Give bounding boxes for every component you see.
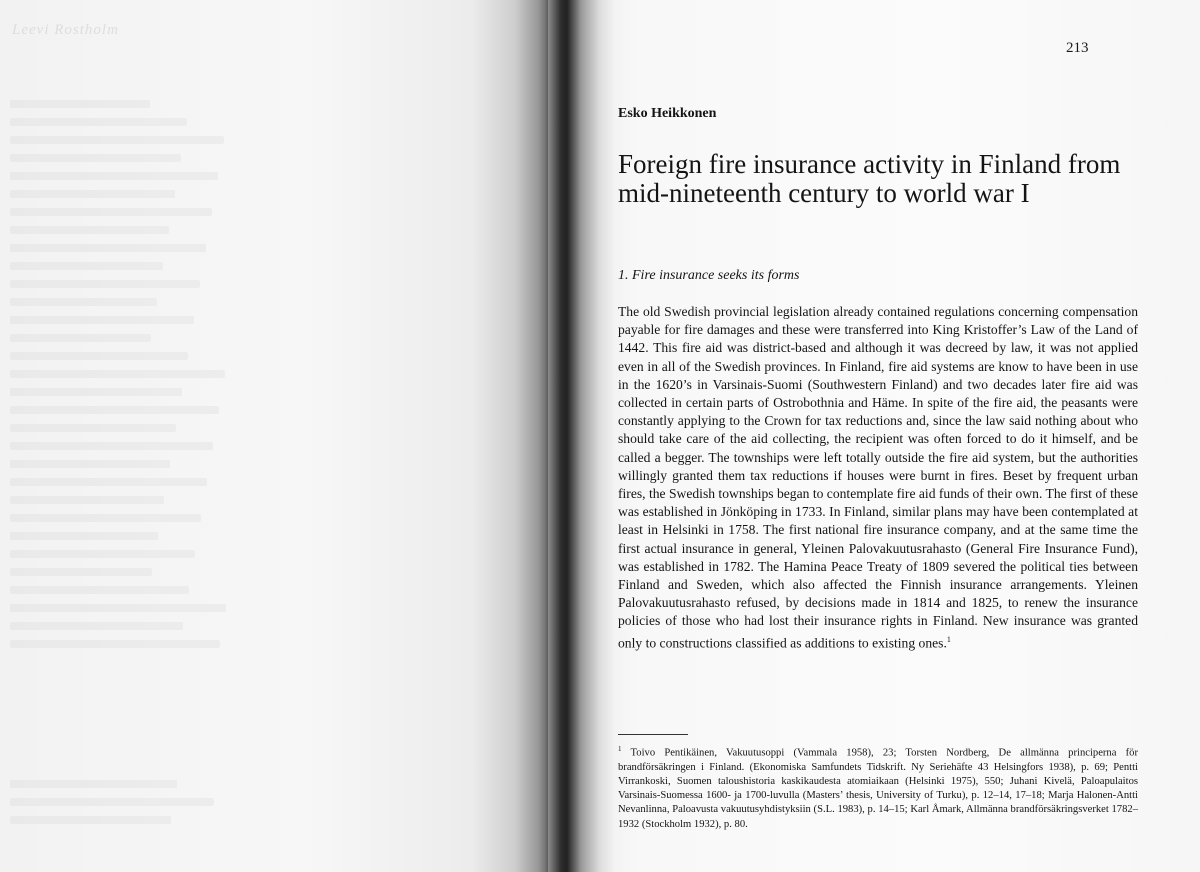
article-title: Foreign fire insurance activity in Finland from mid-nineteenth century to world war I <box>618 149 1121 208</box>
show-through-line <box>10 244 206 252</box>
show-through-line <box>10 640 220 648</box>
show-through-line <box>10 370 225 378</box>
show-through-line <box>10 460 170 468</box>
show-through-line <box>10 388 182 396</box>
show-through-line <box>10 586 189 594</box>
right-page <box>548 0 1200 872</box>
show-through-line <box>10 190 175 198</box>
show-through-line <box>10 118 187 126</box>
show-through-line <box>10 478 207 486</box>
show-through-line <box>10 514 201 522</box>
show-through-line <box>10 442 213 450</box>
show-through-line <box>10 154 181 162</box>
show-through-line <box>10 316 194 324</box>
show-through-line <box>10 816 171 824</box>
section-heading: 1. Fire insurance seeks its forms <box>618 268 800 283</box>
footnote <box>618 742 1138 832</box>
body-paragraph <box>618 303 1138 652</box>
show-through-line <box>10 334 151 342</box>
left-page <box>0 0 555 872</box>
show-through-line <box>10 280 200 288</box>
show-through-line <box>10 550 195 558</box>
show-through-line <box>10 298 157 306</box>
footnote-divider <box>618 734 688 735</box>
show-through-line <box>10 100 150 108</box>
show-through-line <box>10 208 212 216</box>
left-page-header: Leevi Rostholm <box>12 22 119 38</box>
show-through-line <box>10 798 214 806</box>
body-text: The old Swedish provincial legislation already contained regulations concerning compensation payable for fire damages and these were transferred into King Kristoffer’s Law of the Land of 1442. This fire aid was district-based and although it was decreed by law, it was not applied even in all of the Swedish provinces. In Finland, fire aid systems are know to have been in use in the 1620’s in Varsinais-Suomi (Southwestern Finland) and two decades later fire aid was collected in certain parts of Ostrobothnia and Häme. In spite of the fire aid, the peasants were constantly applying to the Crown for tax reductions and, since the law said nothing about who should take care of the aid collecting, the recipient was often forced to do it himself, and be called a begger. The townships were left totally outside the fire aid system, but the authorities willingly granted them tax reductions if houses were burnt in fires. Beset by frequent urban fires, the Swedish townships began to contemplate fire aid funds of their own. The first of these was established in Jönköping in 1733. In Finland, similar plans may have been contemplated at least in Helsinki in 1758. The first national fire insurance company, and at the same time the first actual insurance in general, Yleinen Palovakuutusrahasto (General Fire Insurance Fund), was established in 1782. The Hamina Peace Treaty of 1809 severed the political ties between Finland and Sweden, which also affected the Finnish insurance arrangements. Yleinen Palovakuutusrahasto refused, by decisions made in 1814 and 1825, to renew the insurance policies of those who had lost their insurance rights in Finland. New insurance was granted only to constructions classified as additions to existing ones. <box>618 304 1138 651</box>
show-through-line <box>10 568 152 576</box>
author-name: Esko Heikkonen <box>618 106 717 121</box>
show-through-line <box>10 262 163 270</box>
footnote-text: Toivo Pentikäinen, Vakuutusoppi (Vammala 1958), 23; Torsten Nordberg, De allmänna principerna för brandförsäkringen i Finland. (Ekonomiska Samfundets Tidskrift. Ny Seriehäfte 43 Helsingfors 1938), p. 69; Pentti Virrankoski, Suomen taloushistoria kaskikaudesta atomiaikaan (Helsinki 1975), 550; Juhani Kivelä, Paloapulaitos Varsinais-Suomessa 1600- ja 1700-luvulla (Masters’ thesis, University of Turku), p. 12–14, 17–18; Marja Halonen-Antti Nevanlinna, Paloavusta vakuutusyhdistyksiin (S.L. 1983), p. 14–15; Karl Åmark, Allmänna brandförsäkringsverket 1782– 1932 (Stockholm 1932), p. 80. <box>618 747 1138 830</box>
show-through-line <box>10 226 169 234</box>
footnote-marker: 1 <box>618 745 622 753</box>
page-number: 213 <box>1066 40 1089 56</box>
show-through-line <box>10 352 188 360</box>
show-through-line <box>10 604 226 612</box>
footnote-reference: 1 <box>946 634 951 644</box>
book-gutter-shadow <box>515 0 615 872</box>
show-through-line <box>10 172 218 180</box>
show-through-line <box>10 424 176 432</box>
show-through-line <box>10 496 164 504</box>
show-through-line <box>10 136 224 144</box>
show-through-line <box>10 622 183 630</box>
show-through-line <box>10 532 158 540</box>
show-through-line <box>10 406 219 414</box>
show-through-line <box>10 780 177 788</box>
